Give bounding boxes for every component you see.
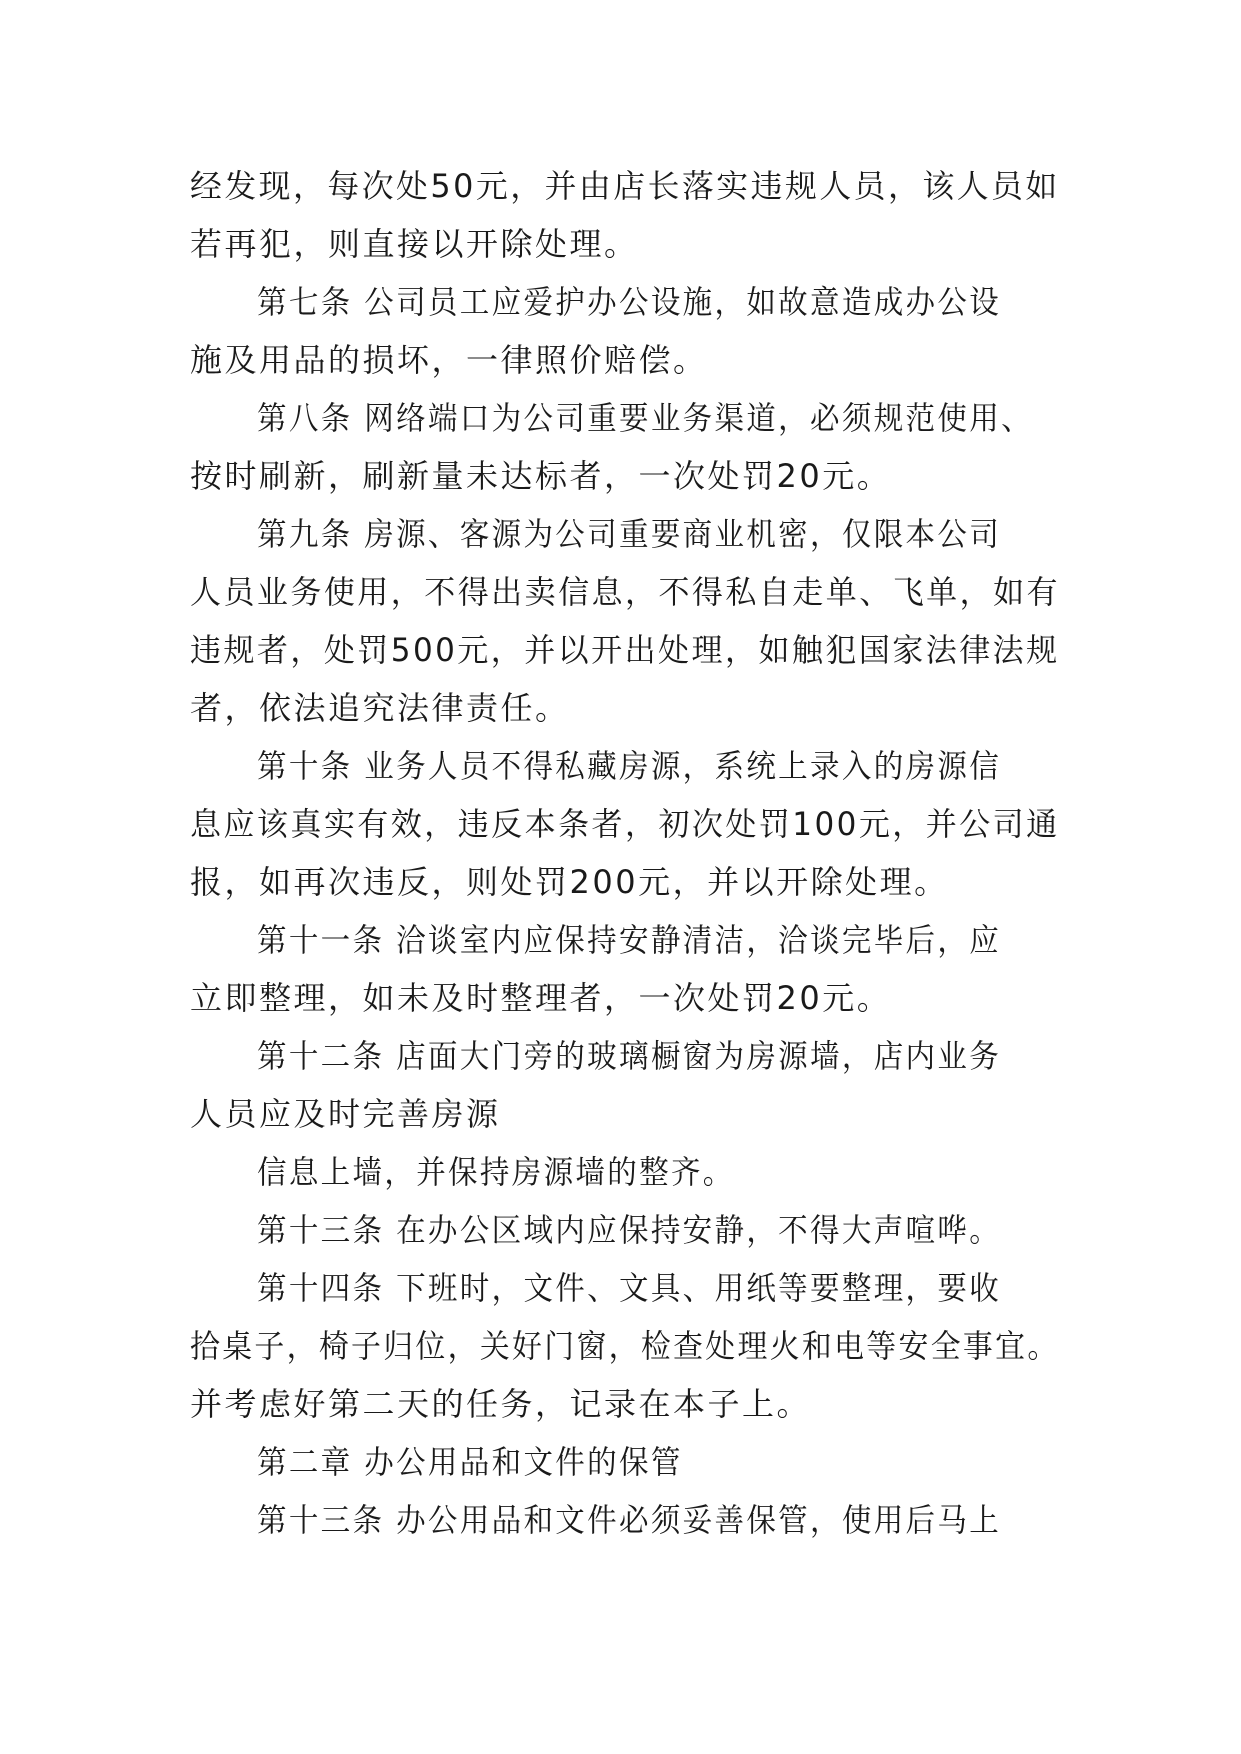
article-10-line: 第十条 业务人员不得私藏房源，系统上录入的房源信 — [257, 747, 1002, 785]
article-11-line: 第十一条 洽谈室内应保持安静清洁，洽谈完毕后，应 — [257, 921, 1002, 959]
article-7-line: 第七条 公司员工应爱护办公设施，如故意造成办公设 — [257, 283, 1002, 321]
text-line: 人员业务使用，不得出卖信息，不得私自走单、飞单，如有 — [190, 573, 1061, 611]
text-line: 若再犯，则直接以开除处理。 — [190, 225, 639, 263]
article-12-line: 第十二条 店面大门旁的玻璃橱窗为房源墙，店内业务 — [257, 1037, 1002, 1075]
article-9-line: 第九条 房源、客源为公司重要商业机密，仅限本公司 — [257, 515, 1002, 553]
text-line: 人员应及时完善房源 — [190, 1095, 501, 1133]
text-line: 者，依法追究法律责任。 — [190, 689, 570, 727]
text-line: 施及用品的损坏，一律照价赔偿。 — [190, 341, 708, 379]
text-line: 立即整理，如未及时整理者，一次处罚20元。 — [190, 979, 892, 1017]
text-line: 拾桌子，椅子归位，关好门窗，检查处理火和电等安全事宜。 — [190, 1327, 1060, 1365]
article-8-line: 第八条 网络端口为公司重要业务渠道，必须规范使用、 — [257, 399, 1033, 437]
chapter-heading: 第二章 办公用品和文件的保管 — [257, 1443, 683, 1481]
article-13-line: 第十三条 办公用品和文件必须妥善保管，使用后马上 — [257, 1501, 1002, 1539]
text-line: 违规者，处罚500元，并以开出处理，如触犯国家法律法规 — [190, 631, 1060, 669]
text-line: 报，如再次违反，则处罚200元，并以开除处理。 — [190, 863, 949, 901]
text-line: 按时刷新，刷新量未达标者，一次处罚20元。 — [190, 457, 892, 495]
text-line: 并考虑好第二天的任务，记录在本子上。 — [190, 1385, 812, 1423]
text-line: 经发现，每次处50元，并由店长落实违规人员，该人员如 — [190, 167, 1060, 205]
article-14-line: 第十四条 下班时，文件、文具、用纸等要整理，要收 — [257, 1269, 1002, 1307]
article-13-line: 第十三条 在办公区域内应保持安静，不得大声喧哗。 — [257, 1211, 1002, 1249]
text-line: 信息上墙，并保持房源墙的整齐。 — [257, 1153, 735, 1191]
text-line: 息应该真实有效，违反本条者，初次处罚100元，并公司通 — [190, 805, 1060, 843]
